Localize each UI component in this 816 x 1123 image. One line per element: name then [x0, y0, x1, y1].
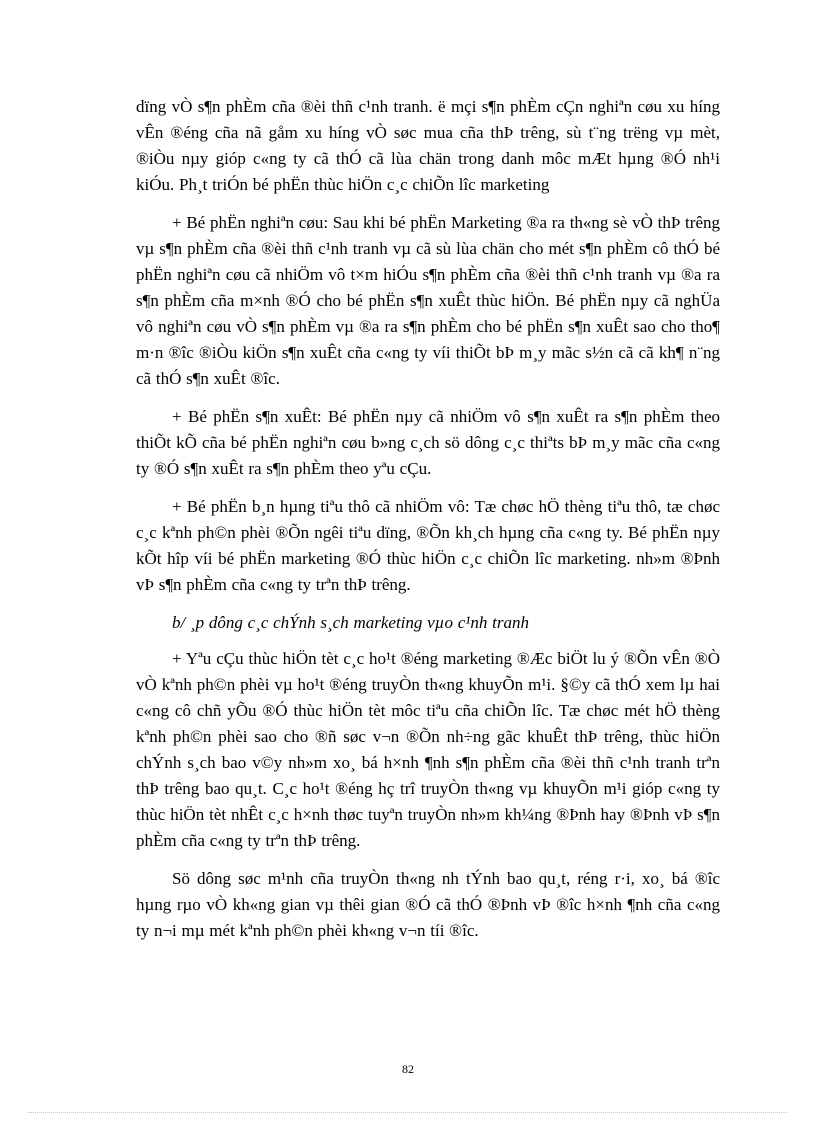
paragraph-1: dïng vÒ s¶n phÈm cña ®èi thñ c¹nh tranh. ë mçi s¶n phÈm cÇn nghiªn cøu xu híng vÊn ®éng cña nã gåm xu híng vÒ søc mua cña thÞ trêng, sù t¨ng trëng vµ mèt, ®iÒu nµy gióp c«ng ty cã thÓ cã lùa chän trong danh môc mÆt hµng ®Ó nh¹i kiÓu. Ph¸t triÓn bé phËn thùc hiÖn c¸c chiÕn lîc marketing: [136, 97, 720, 194]
document-body: [136, 94, 720, 956]
paragraph-requirements: + Yªu cÇu thùc hiÖn tèt c¸c ho¹t ®éng marketing ®Æc biÖt lu ý ®Õn vÊn ®Ò vÒ kªnh ph©n phèi vµ ho¹t ®éng truyÒn th«ng khuyÕn m¹i. §©y cã thÓ xem lµ hai c«ng cô chñ yÕu ®Ó thùc hiÖn tèt môc tiªu cña chiÕn lîc. Tæ chøc mét hÖ thèng kªnh ph©n phèi sao cho ®ñ søc v¬n ®Õn nh÷ng gãc khuÊt thÞ trêng, thùc hiÖn chÝnh s¸ch bao v©y nh»m xo¸ bá h×nh ¶nh s¶n phÈm cña ®èi thñ c¹nh tranh trªn thÞ trêng bao qu¸t. C¸c ho¹t ®éng hç trî truyÒn th«ng vµ khuyÕn m¹i gióp c«ng ty thùc hiÖn tèt nhÊt c¸c h×nh thøc tuyªn truyÒn nh»m kh¼ng ®Þnh hay ®Þnh vÞ s¶n phÈm cña c«ng ty trªn thÞ trêng.: [136, 649, 720, 850]
paragraph-research-dept: + Bé phËn nghiªn cøu: Sau khi bé phËn Marketing ®a ra th«ng sè vÒ thÞ trêng vµ s¶n phÈm cña ®èi thñ c¹nh tranh vµ cã sù lùa chän cho mét s¶n phÈm cô thÓ bé phËn nghiªn cøu cã nhiÖm vô t×m hiÓu s¶n phÈm cña ®èi thñ c¹nh tranh vµ ®a ra s¶n phÈm cña m×nh ®Ó cho bé phËn s¶n xuÊt thùc hiÖn. Bé phËn nµy cã nghÜa vô nghiªn cøu vÒ s¶n phÈm vµ ®a ra s¶n phÈm cho bé phËn s¶n xuÊt sao cho tho¶ m·n ®îc ®iÒu kiÖn s¶n xuÊt cña c«ng ty víi thiÕt bÞ m¸y mãc s½n cã cã kh¶ n¨ng cã thÓ s¶n xuÊt ®îc.: [136, 213, 720, 388]
section-heading: b/ ¸p dông c¸c chÝnh s¸ch marketing vµo c¹nh tranh: [172, 613, 529, 632]
paragraph-media: Sö dông søc m¹nh cña truyÒn th«ng nh tÝnh bao qu¸t, réng r·i, xo¸ bá ®îc hµng rµo vÒ kh«ng gian vµ thêi gian ®Ó cã thÓ ®Þnh vÞ ®îc h×nh ¶nh cña c«ng ty n¬i mµ mét kªnh ph©n phèi kh«ng v¬n tíi ®îc.: [136, 869, 720, 940]
page-number: 82: [402, 1062, 414, 1076]
paragraph-production-dept: + Bé phËn s¶n xuÊt: Bé phËn nµy cã nhiÖm vô s¶n xuÊt ra s¶n phÈm theo thiÕt kÕ cña bé phËn nghiªn cøu b»ng c¸ch sö dông c¸c thiªts bÞ m¸y mãc cña c«ng ty ®Ó s¶n xuÊt ra s¶n phÈm theo yªu cÇu.: [136, 407, 720, 478]
paragraph-sales-dept: + Bé phËn b¸n hµng tiªu thô cã nhiÖm vô: Tæ chøc hÖ thèng tiªu thô, tæ chøc c¸c kªnh ph©n phèi ®Õn ngêi tiªu dïng, ®Õn kh¸ch hµng cña c«ng ty. Bé phËn nµy kÕt hîp víi bé phËn marketing ®Ó thùc hiÖn c¸c chiÕn lîc marketing. nh»m ®Þnh vÞ s¶n phÈm cña c«ng ty trªn thÞ trêng.: [136, 497, 720, 594]
page-bottom-divider: [28, 1112, 788, 1113]
